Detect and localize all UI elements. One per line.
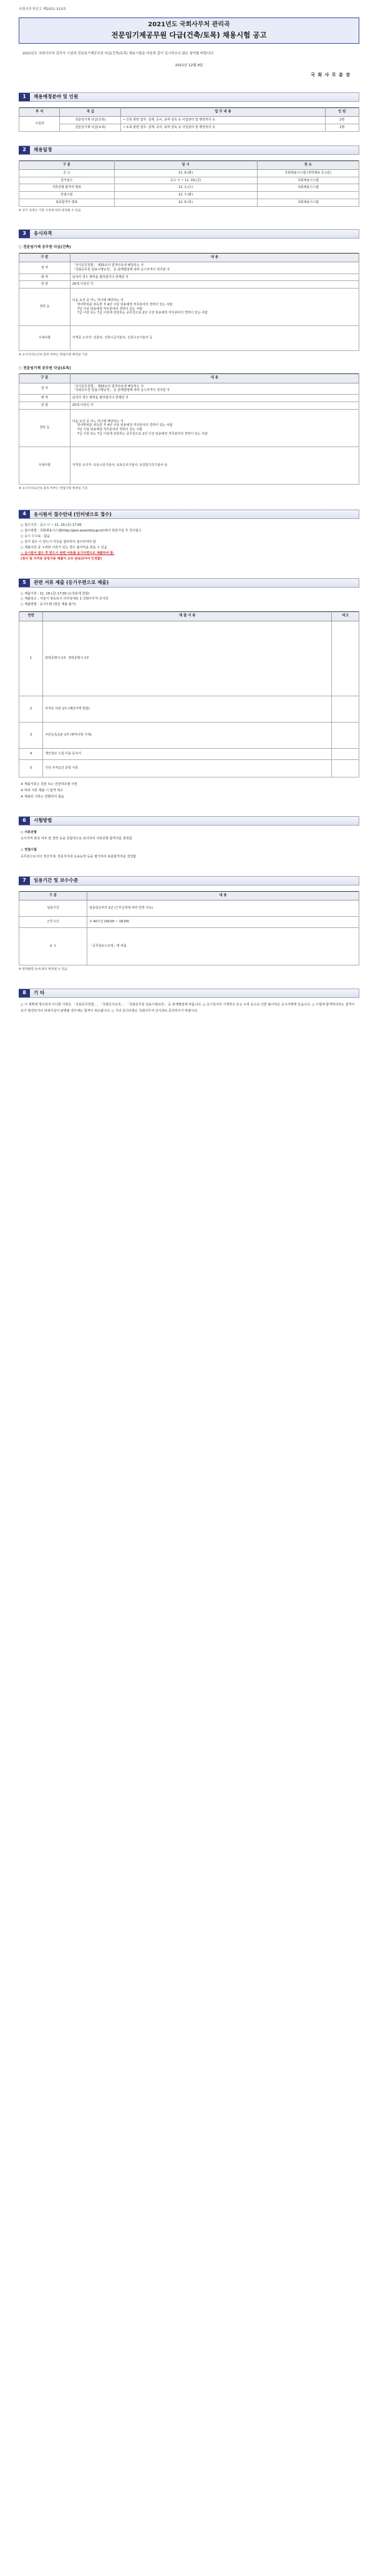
table-row <box>19 759 359 777</box>
schedule-place: 국회채용시스템 <box>257 199 359 206</box>
section-title: 시험방법 <box>34 817 52 824</box>
title-line-2: 전문임기제공무원 다급(건축/토목) 채용시험 공고 <box>111 30 267 39</box>
schedule-place: 국회채용시스템 <box>257 184 359 192</box>
documents-notes <box>19 781 359 801</box>
qualification-table-arch <box>19 253 359 351</box>
table-row <box>19 383 359 395</box>
row-line: 「국가공무원법」 제33조의 결격사유에 해당하는 자 <box>72 264 144 268</box>
col-header: 일 시 <box>114 160 257 169</box>
col-header: 인 원 <box>325 107 359 116</box>
row-index: 4 <box>19 748 43 759</box>
application-info <box>19 523 359 561</box>
section-5-header <box>19 578 359 588</box>
documents-table <box>19 611 359 777</box>
row-line: 7년 이상 임용예정 직무분야의 경력이 있는 사람 <box>77 428 143 432</box>
note-line: ※ 제출서류는 원본 또는 원본대조필 사본 <box>21 782 78 786</box>
section-number: 3 <box>19 230 30 238</box>
warning-line: (원서 및 자격증 증빙서류 제출이 모두 완료되어야 인정함) <box>21 556 102 561</box>
row-value: 자격증 소지자: 건축사, 건축시공기술사, 건축구조기술사 등 <box>70 326 359 351</box>
table-row <box>19 326 359 351</box>
section-title: 기 타 <box>34 990 45 995</box>
row-index: 3 <box>19 722 43 748</box>
schedule-step: 면접시험 <box>19 192 115 199</box>
section-number: 2 <box>19 146 30 154</box>
row-value: 남자의 경우 병역을 필하였거나 면제된 자 <box>70 395 359 402</box>
row-line: 7급 이상 또는 7급 이상에 상당하는 공무원으로 2년 이상 임용예정 직무분야의 경력이 있는 사람 <box>77 311 208 315</box>
row-value: 20세 이상인 자 <box>70 281 359 289</box>
row-line: 박사학위를 취득한 후 4년 이상 임용예정 직무분야의 경력이 있는 사람 <box>77 423 173 428</box>
section-1-header <box>19 92 359 102</box>
section-3-header <box>19 229 359 239</box>
exam-step-text: 공무원으로서의 정신자세, 전문지식과 응용능력 등을 평가하여 최종합격자를 결정함 <box>21 854 137 859</box>
table-row <box>19 274 359 281</box>
section-title: 채용예정분야 및 인원 <box>34 94 79 100</box>
table-row <box>19 901 359 917</box>
table-row <box>19 722 359 748</box>
row-key: 연 령 <box>19 402 70 409</box>
row-doc: 기타 자격요건 증빙 서류 <box>43 759 332 777</box>
table-row <box>19 124 359 131</box>
table-row <box>19 621 359 696</box>
schedule-date: 공고 시 ~ 11. 19.(금) <box>114 177 257 184</box>
col-header: 제 출 서 류 <box>43 612 332 621</box>
table-row <box>19 117 359 124</box>
table-row <box>19 447 359 484</box>
row-index: 2 <box>19 696 43 722</box>
row-line: 다음 요건 중 어느 하나에 해당하는 자 <box>72 299 124 303</box>
table-row <box>19 402 359 409</box>
section-title: 관련 서류 제출 (등기우편으로 제출) <box>34 579 109 585</box>
schedule-step: 서류전형 합격자 발표 <box>19 184 115 192</box>
row-doc: 개인정보 수집·이용 동의서 <box>43 748 332 759</box>
row-key: 임용기간 <box>19 901 87 917</box>
row-key: 병 역 <box>19 274 70 281</box>
term-note: ※ 관계법령 등에 따라 변경될 수 있음 <box>19 968 68 972</box>
col-header: 내 용 <box>70 253 359 262</box>
row-index: 1 <box>19 621 43 696</box>
row-line: 박사학위를 취득한 후 4년 이상 임용예정 직무분야의 경력이 있는 사람 <box>77 302 173 307</box>
table-row <box>19 199 359 206</box>
table-row <box>19 184 359 192</box>
row-value: 임용일로부터 2년 (근무실적에 따라 연장 가능) <box>87 901 359 917</box>
row-key: 경력 등 <box>19 409 70 447</box>
subsection-title: ○ 전문임기제 공무원 다급(토목) <box>19 366 71 370</box>
grade-cell: 전문임기제 다급(토목) <box>60 124 121 131</box>
table-row <box>19 169 359 177</box>
row-key: 병 역 <box>19 395 70 402</box>
row-doc: 주민등록초본 1부 (병역사항 기재) <box>43 722 332 748</box>
col-header: 구 분 <box>19 160 115 169</box>
section-6-header <box>19 816 359 826</box>
row-doc: 자격증 사본 1부 (해당자에 한함) <box>43 696 332 722</box>
row-key: 경력 등 <box>19 289 70 326</box>
row-key: 결 격 <box>19 383 70 395</box>
count-cell: 1명 <box>325 124 359 131</box>
schedule-date: 12. 1.(수) <box>114 184 257 192</box>
info-line: ○ 제출장소 : 서울시 영등포구 의사당대로 1 국회사무처 인사과 <box>21 597 109 601</box>
row-line: 다음 요건 중 어느 하나에 해당하는 자 <box>72 419 124 423</box>
section-7-header <box>19 876 359 886</box>
info-line: ○ 제출서류 중 누락된 서류가 있는 경우 불이익을 받을 수 있음 <box>21 545 107 550</box>
qualification-table-civil <box>19 373 359 484</box>
table-row <box>19 917 359 928</box>
title-box <box>19 17 359 44</box>
row-value <box>70 262 359 274</box>
duty-cell: • 토목 관련 업무: 설계, 공사, 용역 감독 등 사업관리 및 행정처리 등 <box>121 124 325 131</box>
schedule-date: 11. 9.(화) <box>114 169 257 177</box>
table-row <box>19 289 359 326</box>
schedule-step: 최종합격자 발표 <box>19 199 115 206</box>
info-line: ○ 제출기한 : 11. 19.(금) 17:00 (도착분에 한함) <box>21 591 90 596</box>
misc-text: ○ 이 계획에 명시되지 아니한 사항은 「국회공무원법」, 「국회인사규칙」, 「국회공무원 임용시행규칙」 등 관계법령에 따릅니다. ○ 응시원서의 기재착오 또는 누락 등으로 인한 불이익은 응시자에게 있습니다. ○ 시험에 합격하더라도 결격사유가 발견되거나 허위사실이 판명될 경우에는 합격이 취소됩니다. ○ 기타 문의사항은 국회사무처 인사과로 문의하시기 바랍니다. <box>21 1002 355 1013</box>
col-header: 장 소 <box>257 160 359 169</box>
grade-cell: 전문임기제 다급(건축) <box>60 117 121 124</box>
row-line: 「국가공무원법」 제33조의 결격사유에 해당하는 자 <box>72 384 144 388</box>
row-key: 연 령 <box>19 281 70 289</box>
documents-info <box>19 591 359 608</box>
section-4-header <box>19 510 359 519</box>
info-line: ○ 접수방법 : 국회채용시스템(http://gosi.assembly.go.kr)에서 회원가입 후 원서접수 <box>21 529 142 533</box>
table-row <box>19 409 359 447</box>
count-cell: 2명 <box>325 117 359 124</box>
section-number: 4 <box>19 510 30 518</box>
row-line: 7급 이상 또는 7급 이상에 상당하는 공무원으로 2년 이상 임용예정 직무분야의 경력이 있는 사람 <box>77 432 208 436</box>
warning-line: ○ 응시원서 접수 후 반드시 관련 서류를 등기우편으로 제출하여 함. <box>21 551 115 555</box>
col-header: 구 분 <box>19 374 70 383</box>
notice-date: 2021년 12월 9일 <box>175 63 203 67</box>
col-header: 내 용 <box>70 374 359 383</box>
term-pay-table <box>19 891 359 965</box>
table-row <box>19 928 359 965</box>
title-line-1: 2021년도 국회사무처 관리곡 <box>148 21 230 28</box>
table-row <box>19 748 359 759</box>
row-key: 우대사항 <box>19 326 70 351</box>
duty-cell: • 건축 관련 업무: 설계, 공사, 용역 감독 등 사업관리 및 행정처리 등 <box>121 117 325 124</box>
issuing-org: 국 회 사 무 총 장 <box>311 72 351 78</box>
table-row <box>19 696 359 722</box>
section-number: 6 <box>19 817 30 825</box>
row-value <box>70 383 359 395</box>
row-value <box>70 289 359 326</box>
col-header: 연번 <box>19 612 43 621</box>
schedule-place <box>257 192 359 199</box>
table-row <box>19 192 359 199</box>
note-line: ※ 제출된 서류는 반환하지 않음 <box>21 794 64 799</box>
info-line: ○ 응시 수수료 : 없음 <box>21 535 51 538</box>
row-key: 보 수 <box>19 928 87 965</box>
section-title: 응시자격 <box>34 230 52 237</box>
section-title: 응시원서 접수안내 (인터넷으로 접수) <box>34 511 112 517</box>
row-key: 근무시간 <box>19 917 87 928</box>
schedule-date: 12. 9.(목) <box>114 199 257 206</box>
row-value: 남자의 경우 병역을 필하였거나 면제된 자 <box>70 274 359 281</box>
col-header: 직 급 <box>60 107 121 116</box>
exam-step-text: 응시자격 충족 여부 및 경력 등을 종합적으로 심사하여 서류전형 합격자를 결정함 <box>21 837 132 841</box>
dept-cell: 시설과 <box>19 117 60 132</box>
section-title: 임용기간 및 보수수준 <box>34 877 79 884</box>
row-line: 「국회공무원 임용시행규칙」 등 관계법령에 따라 응시자격이 정지된 자 <box>72 267 170 272</box>
notice-number: 국회사무처공고 제2021-313호 <box>19 7 67 11</box>
subsection-title: ○ 전문임기제 공무원 다급(건축) <box>19 245 71 250</box>
col-header: 비고 <box>332 612 359 621</box>
row-key: 결 격 <box>19 262 70 274</box>
info-line: ○ 접수기간 : 공고 시 ~ 11. 19.(금) 17:00 <box>21 523 82 528</box>
schedule-table <box>19 160 359 207</box>
exam-method <box>19 829 359 860</box>
qualification-note: ※ 응시자격요건의 충족 여부는 면접시험 예정일 기준 <box>19 486 88 490</box>
note-line: ※ 허위 서류 제출 시 합격 취소 <box>21 788 64 792</box>
table-row <box>19 177 359 184</box>
row-value: 자격증 소지자: 토목시공기술사, 토목구조기술사, 토질및기초기술사 등 <box>70 447 359 484</box>
table-row <box>19 262 359 274</box>
schedule-step: 원서접수 <box>19 177 115 184</box>
row-value <box>70 409 359 447</box>
schedule-step: 공 고 <box>19 169 115 177</box>
col-header: 업 무 내 용 <box>121 107 325 116</box>
section-8-header <box>19 989 359 998</box>
row-line: 「국회공무원 임용시행규칙」 등 관계법령에 따라 응시자격이 정지된 자 <box>72 388 170 393</box>
row-doc: 학력증명서 1부, 경력증명서 1부 <box>43 621 332 696</box>
col-header: 내 용 <box>87 891 359 900</box>
table-row <box>19 281 359 289</box>
section-number: 1 <box>19 93 30 101</box>
info-line: ○ 원서 접수 시 반드시 사진을 첨부하여 접수하여야 함 <box>21 540 96 544</box>
schedule-place: 국회채용시스템 (경력채용 공고문) <box>257 169 359 177</box>
col-header: 구 분 <box>19 253 70 262</box>
schedule-place: 국회채용시스템 <box>257 177 359 184</box>
section-2-header <box>19 146 359 155</box>
col-header: 부 서 <box>19 107 60 116</box>
section-number: 8 <box>19 989 30 997</box>
exam-step-title: ○ 면접시험 <box>21 848 37 852</box>
intro-text: 2021년도 국회사무처 관리곡 시설과 전문임기제공무원 다급(건축/토목) 채용시험을 다음과 같이 실시하오니 많은 참여를 바랍니다. <box>22 52 215 56</box>
row-value: 「공무원보수규정」에 따름 <box>87 928 359 965</box>
info-line: ○ 제출방법 : 등기우편 (방문 제출 불가) <box>21 603 76 607</box>
section-number: 7 <box>19 877 30 885</box>
row-index: 5 <box>19 759 43 777</box>
row-key: 우대사항 <box>19 447 70 484</box>
qualification-note: ※ 응시자격요건의 충족 여부는 면접시험 예정일 기준 <box>19 353 88 357</box>
schedule-note: ※ 상기 일정은 기관 사정에 따라 변경될 수 있음 <box>19 209 81 212</box>
row-line: 7년 이상 임용예정 직무분야의 경력이 있는 사람 <box>77 307 143 311</box>
section-number: 5 <box>19 579 30 587</box>
col-header: 구 분 <box>19 891 87 900</box>
row-value: 20세 이상인 자 <box>70 402 359 409</box>
row-value: 주 40시간 (09:00 ~ 18:00) <box>87 917 359 928</box>
schedule-date: 12. 7.(화) <box>114 192 257 199</box>
section-title: 채용일정 <box>34 146 52 152</box>
positions-table <box>19 107 359 132</box>
table-row <box>19 395 359 402</box>
exam-step-title: ○ 서류전형 <box>21 831 37 835</box>
